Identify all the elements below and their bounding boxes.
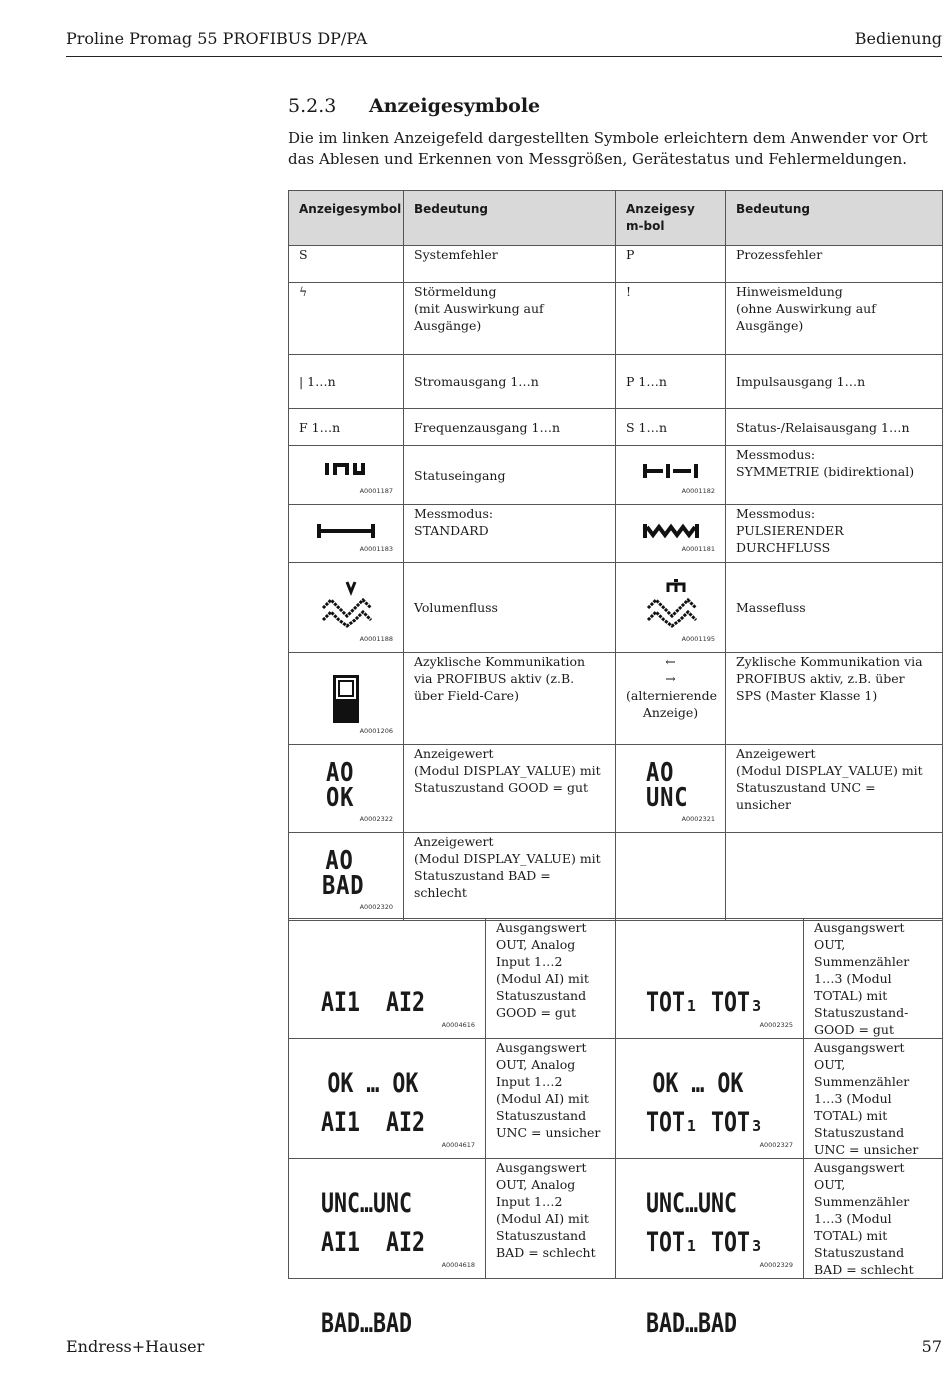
figure-code: A0001182 (681, 487, 715, 495)
figure-code: A0004616 (441, 1021, 475, 1029)
meaning-cell: Frequenzausgang 1…n (404, 409, 616, 446)
display-line: TOT₁ TOT₃ (646, 1107, 764, 1138)
symbol-cell: ϟ (289, 283, 404, 355)
header-chapter: Bedienung (854, 29, 942, 48)
arrow-left-icon: ← (665, 654, 676, 669)
meaning-cell (404, 833, 616, 921)
figure-code: A0001181 (681, 545, 715, 553)
meaning-cell (726, 505, 943, 563)
table-row (289, 409, 943, 446)
symbol-cell (289, 505, 404, 563)
table-row (289, 919, 943, 1039)
display-line: UNC…UNC (646, 1188, 738, 1219)
figure-code: A0002321 (681, 815, 715, 823)
symbol-cell (616, 563, 726, 653)
section-intro: Die im linken Anzeigefeld dargestellten Symbole erleichtern dem Anwender vor Ort das Ablesen und Erkennen von Messgrößen, Gerätestatus und Fehlermeldungen. (288, 129, 928, 168)
figure-code: A0002320 (359, 903, 393, 911)
table-header-row (289, 191, 943, 246)
display-line: BAD…BAD (646, 1308, 738, 1339)
meaning-cell: Statuseingang (404, 446, 616, 505)
col-header-meaning-2: Bedeutung (726, 191, 943, 246)
meaning-line: Statuszustand BAD = schlecht (414, 868, 551, 900)
meaning-cell (726, 283, 943, 355)
symbol-cell (289, 1039, 486, 1219)
display-line: AI1 AI2 (321, 1227, 426, 1258)
meaning-line: Störmeldung (414, 284, 497, 299)
symbol-cell: | 1…n (289, 355, 404, 409)
meaning-cell: Systemfehler (404, 246, 616, 283)
header-title: Proline Promag 55 PROFIBUS DP/PA (66, 29, 368, 48)
display-value-graphic (321, 1175, 425, 1391)
volume-flow-icon (321, 580, 373, 628)
display-line: AI1 AI2 (321, 987, 426, 1018)
table-row (289, 446, 943, 505)
table-row (289, 1159, 943, 1279)
arrow-right-icon: → (665, 671, 676, 686)
col-header-meaning: Bedeutung (404, 191, 616, 246)
display-line: OK … OK (327, 1068, 419, 1099)
display-value-graphic (646, 1175, 763, 1391)
symbol-cell: ! (616, 283, 726, 355)
mass-flow-icon (646, 578, 698, 628)
symbol-cell (289, 1159, 486, 1339)
symmetry-mode-icon (642, 463, 700, 479)
meaning-line: Messmodus: (414, 506, 494, 521)
symbol-cell (616, 919, 804, 1099)
display-line: OK (326, 783, 355, 813)
display-line: AO (326, 758, 355, 788)
symbol-cell-empty (616, 833, 726, 921)
symbol-cell: S (289, 246, 404, 283)
display-line: AI1 AI2 (321, 1107, 426, 1138)
meaning-line: Anzeigewert (414, 746, 494, 761)
meaning-cell (404, 745, 616, 833)
figure-code: A0001183 (359, 545, 393, 553)
meaning-line: Messmodus: (736, 447, 816, 462)
symbol-cell (289, 919, 486, 1099)
meaning-line: Messmodus: (736, 506, 816, 521)
symbol-cell (616, 1039, 804, 1219)
meaning-cell: Ausgangswert OUT, Summenzähler 1…3 (Modul TOTAL) mit Statuszustand-GOOD = gut (804, 919, 943, 1039)
meaning-cell: Ausgangswert OUT, Summenzähler 1…3 (Modul TOTAL) mit Statuszustand BAD = schlecht (804, 1159, 943, 1279)
table-row (289, 745, 943, 833)
table-row (289, 246, 943, 283)
symbol-cell: S 1…n (616, 409, 726, 446)
figure-code: A0004617 (441, 1141, 475, 1149)
meaning-line: (Modul DISPLAY_VALUE) mit (736, 763, 923, 778)
symbol-cell (289, 446, 404, 505)
meaning-line: Anzeigewert (736, 746, 816, 761)
section-title: Anzeigesymbole (369, 95, 541, 117)
meaning-line: STANDARD (414, 523, 489, 538)
meaning-line: Statuszustand UNC = unsicher (736, 780, 876, 812)
display-line: TOT₁ TOT₃ (646, 987, 764, 1018)
meaning-line: Anzeigewert (414, 834, 494, 849)
footer-company: Endress+Hauser (66, 1337, 205, 1356)
standard-mode-icon (316, 523, 376, 539)
display-line: AO (325, 846, 354, 876)
table-row (289, 283, 943, 355)
symbol-cell (616, 446, 726, 505)
display-line: AO (646, 758, 675, 788)
col-header-symbol: Anzeigesymbol (289, 191, 404, 246)
symbol-cell (616, 745, 726, 833)
display-line: UNC (646, 783, 689, 813)
meaning-line: Hinweismeldung (736, 284, 843, 299)
display-value-graphic (646, 758, 689, 813)
symbol-cell (289, 653, 404, 745)
symbol-cell: F 1…n (289, 409, 404, 446)
symbol-note: (alternierende Anzeige) (626, 688, 717, 720)
section-number: 5.2.3 (288, 95, 337, 117)
symbol-cell (616, 653, 726, 745)
display-line: BAD…BAD (321, 1308, 413, 1339)
meaning-cell (404, 283, 616, 355)
figure-code: A0002322 (359, 815, 393, 823)
figure-code: A0004618 (441, 1261, 475, 1269)
symbol-table (288, 190, 943, 921)
table-row (289, 505, 943, 563)
pulsating-flow-icon (642, 523, 700, 539)
meaning-cell (404, 505, 616, 563)
display-line: UNC…UNC (321, 1188, 413, 1219)
page-number: 57 (921, 1337, 942, 1356)
display-line: BAD (322, 871, 365, 901)
meaning-cell: Status-/Relaisausgang 1…n (726, 409, 943, 446)
meaning-cell: Massefluss (726, 563, 943, 653)
symbol-cell (616, 1159, 804, 1339)
symbol-cell (289, 745, 404, 833)
table-row (289, 1039, 943, 1159)
meaning-cell: Ausgangswert OUT, Summenzähler 1…3 (Modul TOTAL) mit Statuszustand UNC = unsicher (804, 1039, 943, 1159)
meaning-cell: Prozessfehler (726, 246, 943, 283)
meaning-line: (Modul DISPLAY_VALUE) mit (414, 763, 601, 778)
display-value-graphic (326, 758, 355, 813)
meaning-line: PULSIERENDER DURCHFLUSS (736, 523, 844, 555)
display-value-graphic (322, 846, 365, 901)
meaning-cell: Zyklische Kommunikation via PROFIBUS aktiv, z.B. über SPS (Master Klasse 1) (726, 653, 943, 745)
meaning-cell (726, 745, 943, 833)
table-row (289, 355, 943, 409)
meaning-line: (mit Auswirkung auf Ausgänge) (414, 301, 544, 333)
display-line: OK … OK (652, 1068, 744, 1099)
figure-code: A0001206 (359, 727, 393, 735)
meaning-cell: Ausgangswert OUT, Analog Input 1…2 (Modul AI) mit Statuszustand UNC = unsicher (486, 1039, 616, 1159)
symbol-cell (289, 833, 404, 921)
figure-code: A0001195 (681, 635, 715, 643)
meaning-line: (Modul DISPLAY_VALUE) mit (414, 851, 601, 866)
meaning-cell: Ausgangswert OUT, Analog Input 1…2 (Modul AI) mit Statuszustand GOOD = gut (486, 919, 616, 1039)
status-input-icon (323, 461, 367, 477)
figure-code: A0002327 (759, 1141, 793, 1149)
meaning-cell (726, 446, 943, 505)
symbol-table-lower (288, 918, 943, 1339)
meaning-cell: Stromausgang 1…n (404, 355, 616, 409)
meaning-line: (ohne Auswirkung auf Ausgänge) (736, 301, 876, 333)
symbol-cell: P 1…n (616, 355, 726, 409)
meaning-line: Statuszustand GOOD = gut (414, 780, 589, 795)
meaning-cell: Azyklische Kommunikation via PROFIBUS aktiv (z.B. über Field-Care) (404, 653, 616, 745)
meaning-cell: Ausgangswert OUT, Analog Input 1…2 (Modul AI) mit Statuszustand BAD = schlecht (486, 1159, 616, 1279)
figure-code: A0002325 (759, 1021, 793, 1029)
acyclic-communication-icon (333, 675, 359, 723)
symbol-cell (289, 563, 404, 653)
table-row (289, 833, 943, 921)
meaning-line: SYMMETRIE (bidirektional) (736, 464, 915, 479)
figure-code: A0001188 (359, 635, 393, 643)
table-row (289, 563, 943, 653)
symbol-cell: P (616, 246, 726, 283)
display-line: TOT₁ TOT₃ (646, 1227, 764, 1258)
col-header-symbol-2 (616, 191, 726, 246)
meaning-cell-empty (726, 833, 943, 921)
table-row (289, 653, 943, 745)
figure-code: A0002329 (759, 1261, 793, 1269)
meaning-cell: Volumenfluss (404, 563, 616, 653)
col-header-symbol-2-text: Anzeigesym-bol (626, 202, 695, 233)
header-rule (66, 56, 942, 57)
symbol-cell (616, 505, 726, 563)
figure-code: A0001187 (359, 487, 393, 495)
meaning-cell: Impulsausgang 1…n (726, 355, 943, 409)
